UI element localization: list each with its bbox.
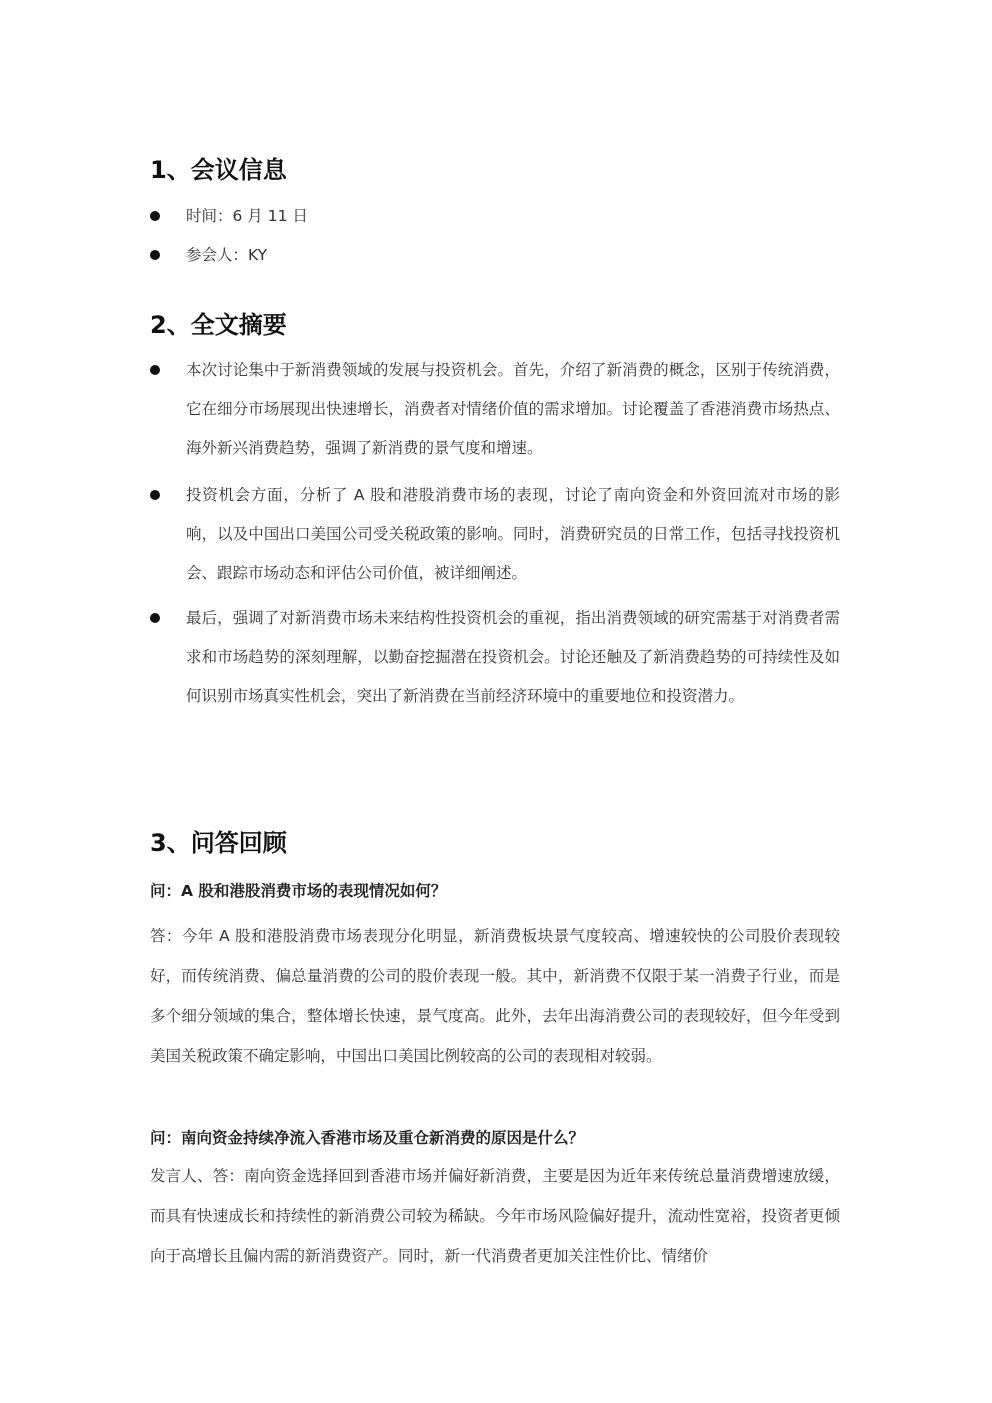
answer-2: 发言人、答：南向资金选择回到香港市场并偏好新消费，主要是因为近年来传统总量消费增速放缓，而具有快速成长和持续性的新消费公司较为稀缺。今年市场风险偏好提升，流动性宽裕，投资者更倾向于高增长且偏内需的新消费资产。同时，新一代消费者更加关注性价比、情绪价 <box>150 1167 840 1265</box>
summary-text-1: 本次讨论集中于新消费领域的发展与投资机会。首先，介绍了新消费的概念，区别于传统消费，它在细分市场展现出快速增长，消费者对情绪价值的需求增加。讨论覆盖了香港消费市场热点、海外新兴消费趋势，强调了新消费的景气度和增速。 <box>186 361 840 457</box>
answer-1: 答：今年 A 股和港股消费市场表现分化明显，新消费板块景气度较高、增速较快的公司股价表现较好，而传统消费、偏总量消费的公司的股价表现一般。其中，新消费不仅限于某一消费子行业，而是多个细分领域的集合，整体增长快速，景气度高。此外，去年出海消费公司的表现较好，但今年受到美国关税政策不确定影响，中国出口美国比例较高的公司的表现相对较弱。 <box>150 927 840 1065</box>
summary-text-2: 投资机会方面，分析了 A 股和港股消费市场的表现，讨论了南向资金和外资回流对市场的影响，以及中国出口美国公司受关税政策的影响。同时，消费研究员的日常工作，包括寻找投资机会、跟踪市场动态和评估公司价值，被详细阐述。 <box>186 486 840 582</box>
info-attendee-text: 参会人：KY <box>186 246 268 264</box>
summary-item-1 <box>150 351 840 468</box>
section-heading-meeting-info: 1、会议信息 <box>150 156 287 184</box>
info-time-text: 时间：6 月 11 日 <box>186 207 308 225</box>
info-item-time <box>150 197 840 236</box>
summary-item-3 <box>150 599 840 716</box>
question-1: 问：A 股和港股消费市场的表现情况如何？ <box>150 882 447 900</box>
section-heading-qa: 3、问答回顾 <box>150 829 287 857</box>
bullet-icon <box>150 613 160 623</box>
summary-text-3: 最后，强调了对新消费市场未来结构性投资机会的重视，指出消费领域的研究需基于对消费者需求和市场趋势的深刻理解，以勤奋挖掘潜在投资机会。讨论还触及了新消费趋势的可持续性及如何识别市场真实性机会，突出了新消费在当前经济环境中的重要地位和投资潜力。 <box>186 609 840 705</box>
info-item-attendee <box>150 236 840 275</box>
bullet-icon <box>150 490 160 500</box>
bullet-icon <box>150 211 160 221</box>
question-2: 问：南向资金持续净流入香港市场及重仓新消费的原因是什么？ <box>150 1129 585 1147</box>
section-heading-summary: 2、全文摘要 <box>150 311 287 339</box>
bullet-icon <box>150 365 160 375</box>
bullet-icon <box>150 250 160 260</box>
summary-item-2 <box>150 476 840 593</box>
